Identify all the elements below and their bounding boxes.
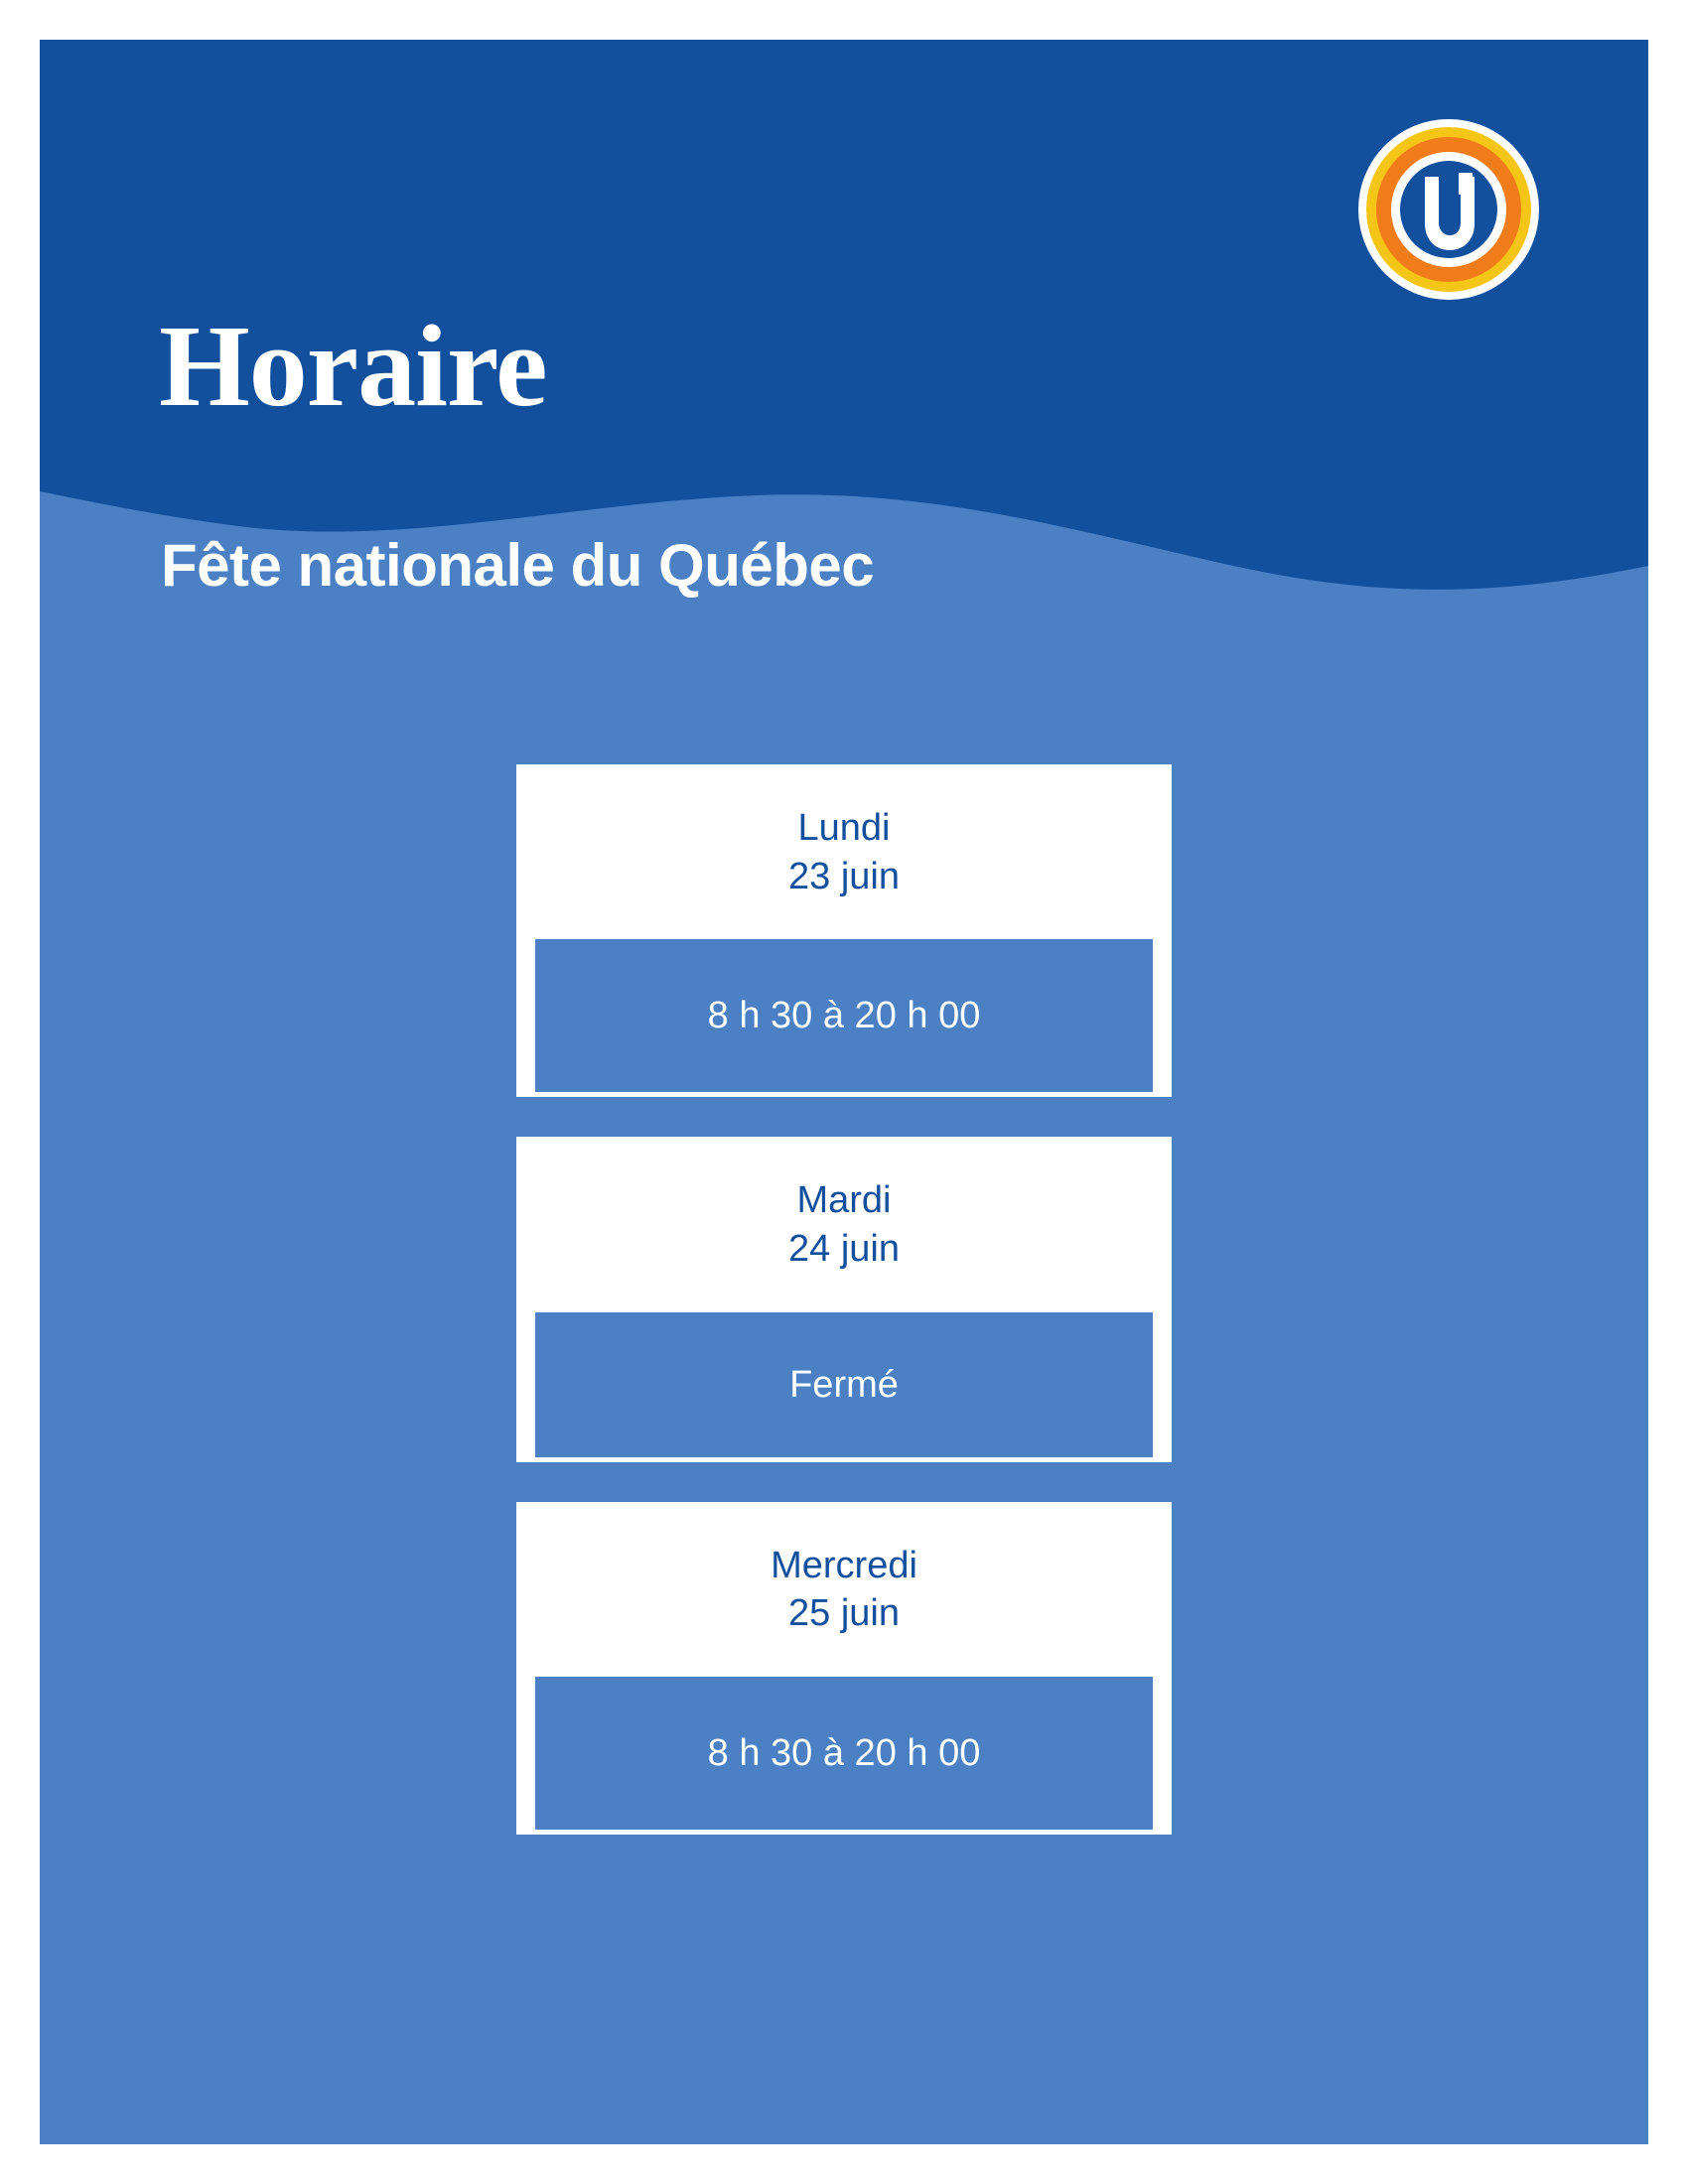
schedule-day-date: 25 juin [788, 1592, 900, 1635]
schedule-day-name: Mardi [796, 1179, 892, 1222]
schedule-card-day [516, 764, 1172, 934]
schedule-card-day [516, 1137, 1172, 1306]
poster-body-background [40, 40, 1648, 2144]
schedule-day-date: 23 juin [788, 855, 900, 897]
schedule-card-list [40, 764, 1648, 1874]
schedule-card-day [516, 1502, 1172, 1672]
schedule-day-name: Mercredi [771, 1544, 917, 1586]
schedule-card-hours: 8 h 30 à 20 h 00 [530, 1672, 1158, 1835]
schedule-card [516, 1502, 1172, 1835]
page-title: Horaire [159, 301, 547, 431]
poster-header [40, 40, 1648, 695]
schedule-day-name: Lundi [797, 807, 891, 849]
page-subtitle: Fête nationale du Québec [161, 532, 875, 599]
schedule-card [516, 1137, 1172, 1461]
schedule-card-hours: 8 h 30 à 20 h 00 [530, 934, 1158, 1097]
schedule-day-date: 24 juin [788, 1227, 900, 1270]
schedule-card [516, 764, 1172, 1097]
schedule-card-hours: Fermé [530, 1307, 1158, 1462]
university-logo-icon [1356, 117, 1541, 302]
